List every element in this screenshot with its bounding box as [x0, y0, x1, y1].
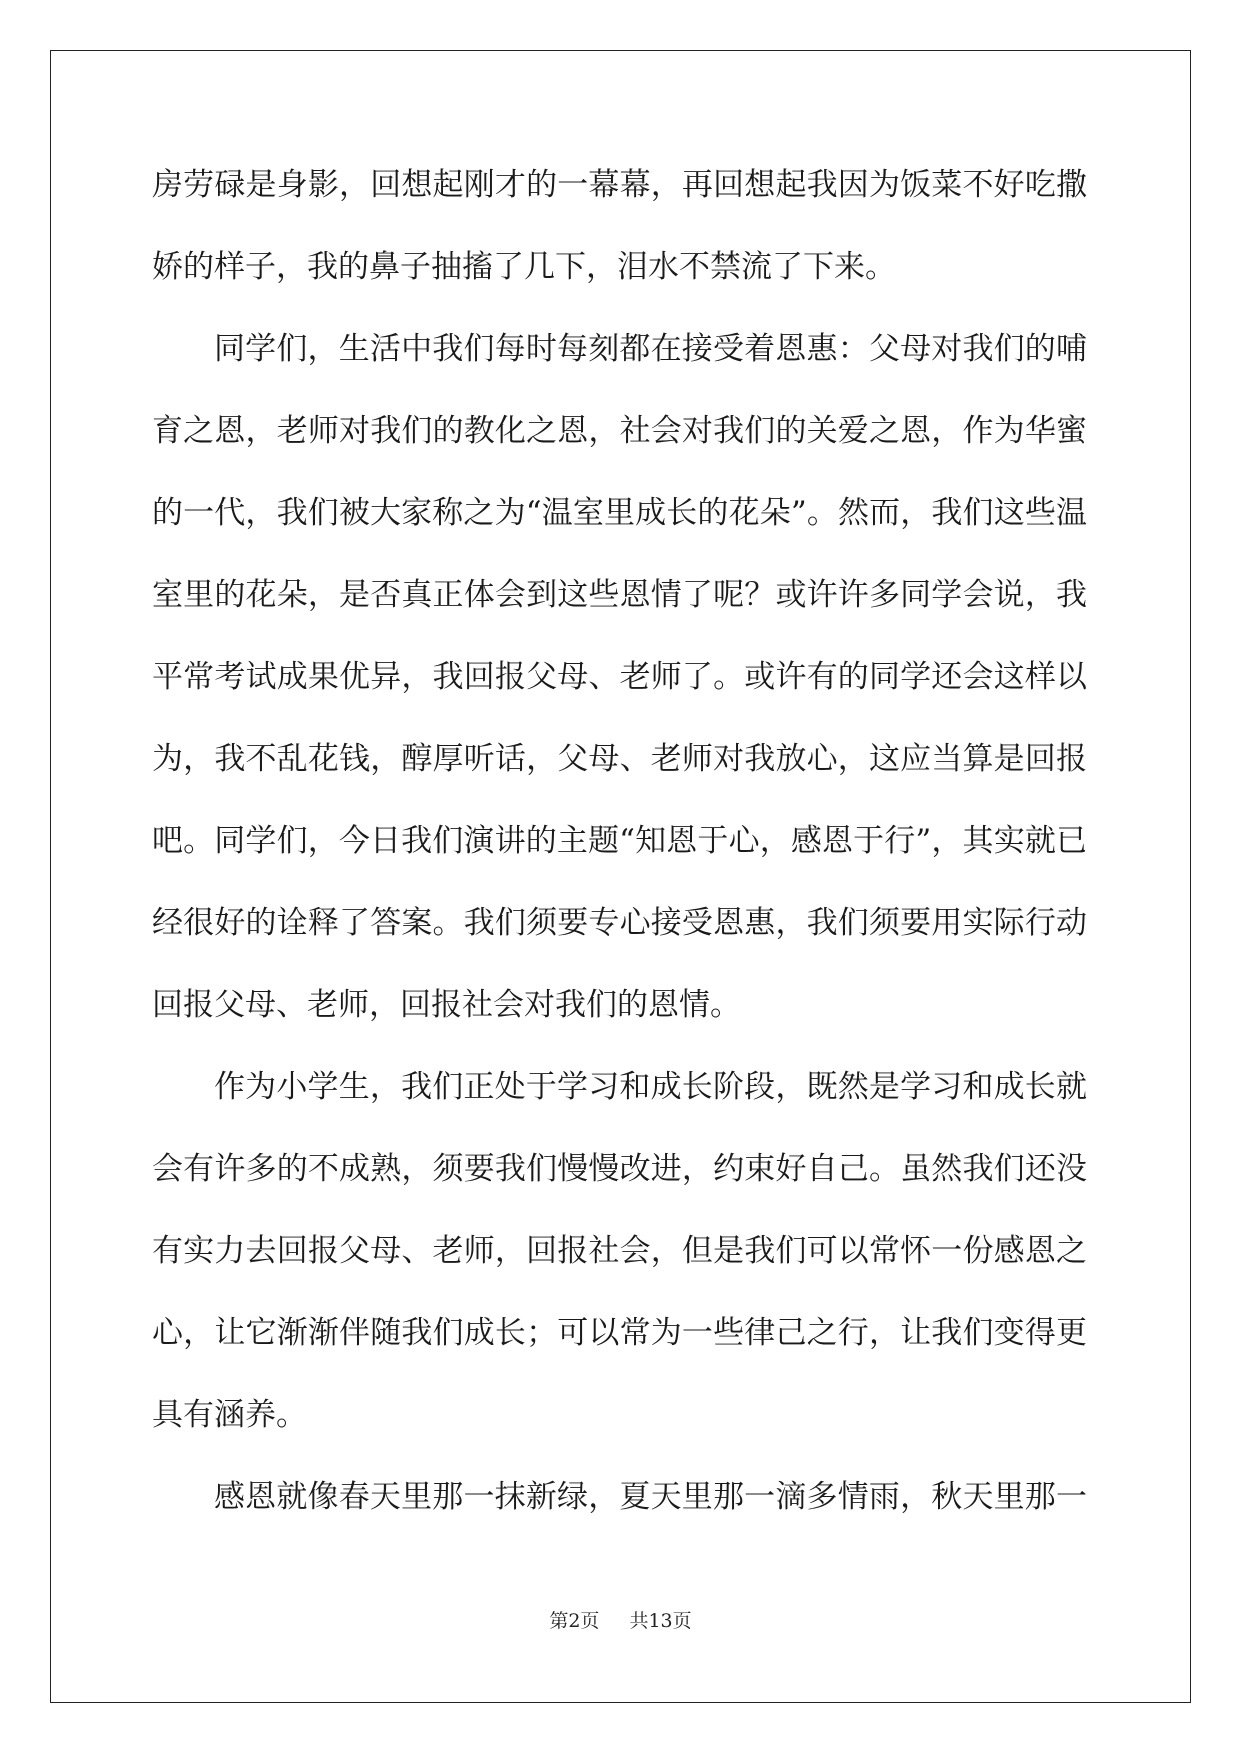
paragraph-1 [152, 160, 1087, 324]
text-line: 作为小学生，我们正处于学习和成长阶段，既然是学习和成长就 [214, 1069, 1087, 1105]
text-line: 会有许多的不成熟，须要我们慢慢改进，约束好自己。虽然我们还没 [152, 1151, 1087, 1187]
text-line: 心，让它渐渐伴随我们成长；可以常为一些律己之行，让我们变得更 [152, 1315, 1087, 1351]
text-line: 同学们，生活中我们每时每刻都在接受着恩惠：父母对我们的哺 [214, 331, 1087, 367]
paragraph-3 [152, 1062, 1087, 1472]
text-line: 房劳碌是身影，回想起刚才的一幕幕，再回想起我因为饭菜不好吃撒 [152, 167, 1087, 203]
text-line: 感恩就像春天里那一抹新绿，夏天里那一滴多情雨，秋天里那一 [214, 1479, 1087, 1515]
page-number: 第2页 [549, 1610, 600, 1632]
text-line: 回报父母、老师，回报社会对我们的恩情。 [152, 987, 741, 1023]
document-body [152, 160, 1087, 1554]
text-line: 为，我不乱花钱，醇厚听话，父母、老师对我放心，这应当算是回报 [152, 741, 1087, 777]
text-line: 育之恩，老师对我们的教化之恩，社会对我们的关爱之恩，作为华蜜 [152, 413, 1087, 449]
page-total: 共13页 [629, 1610, 692, 1632]
page-footer [0, 1606, 1241, 1636]
text-line: 吧。同学们，今日我们演讲的主题“知恩于心，感恩于行”，其实就已 [152, 823, 1087, 859]
text-line: 经很好的诠释了答案。我们须要专心接受恩惠，我们须要用实际行动 [152, 905, 1087, 941]
text-line: 室里的花朵，是否真正体会到这些恩情了呢？或许许多同学会说，我 [152, 577, 1087, 613]
text-line: 具有涵养。 [152, 1397, 307, 1433]
text-line: 娇的样子，我的鼻子抽搐了几下，泪水不禁流了下来。 [152, 249, 896, 285]
text-line: 平常考试成果优异，我回报父母、老师了。或许有的同学还会这样以 [152, 659, 1087, 695]
text-line: 的一代，我们被大家称之为“温室里成长的花朵”。然而，我们这些温 [152, 495, 1087, 531]
text-line: 有实力去回报父母、老师，回报社会，但是我们可以常怀一份感恩之 [152, 1233, 1087, 1269]
paragraph-2 [152, 324, 1087, 1062]
paragraph-4 [152, 1472, 1087, 1554]
